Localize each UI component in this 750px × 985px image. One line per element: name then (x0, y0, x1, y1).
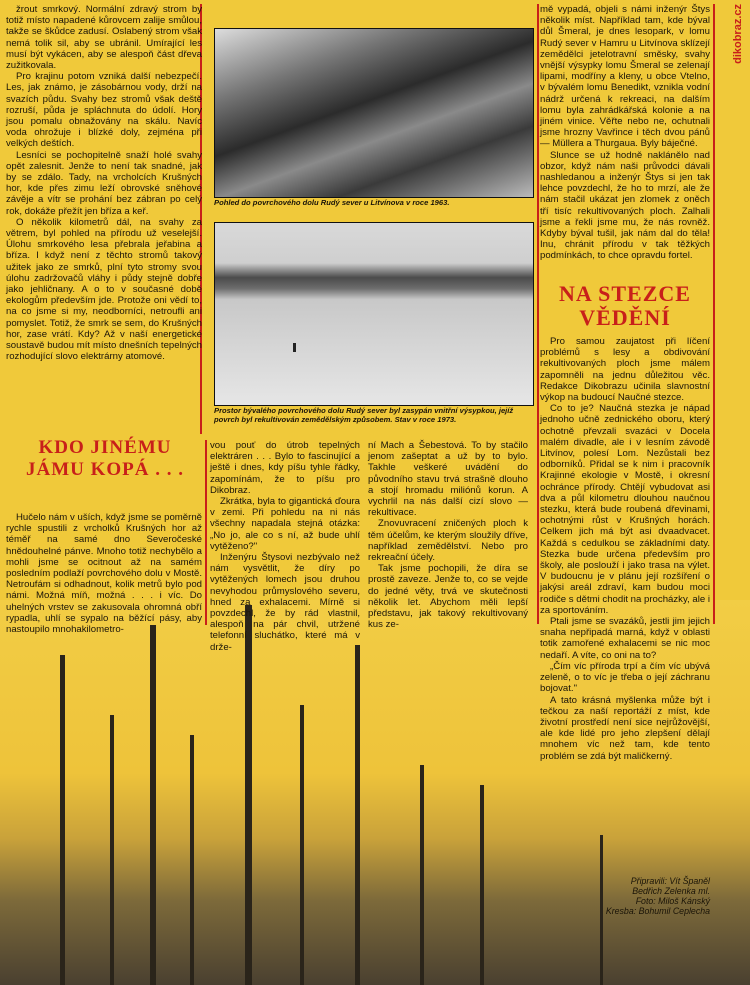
article-credits (540, 876, 710, 916)
paragraph: „Čím víc příroda trpí a čím víc ubývá zeleně, o to víc je třeba o její záchranu bojovat." (540, 660, 710, 695)
dead-tree (480, 785, 484, 985)
dead-tree (300, 705, 304, 985)
paragraph: mě vypadá, objeli s námi inženýr Štys několik míst. Například tam, kde býval důl Šmeral, je dnes lesopark, v lomu Rudý sever v Hamru u Litvínova sklízejí zemědělci jetelotravní směsky, svahy vnější výsypky lomu Šmeral se zelenají lipami, modříny a kleny, u obce Vtelno, v bývalém lomu Benedikt, vznikla vodní nádrž určená k rekreaci, na dalším lomu byla zahrádkářská kolonie a na jiném vinice. Věřte nebo ne, ochutnali jsme hrozny Vavřince i těch dvou pánů — Müllera a Thurgaua. Byly báječné. (540, 4, 710, 150)
article-column-1b (6, 512, 202, 635)
article-column-1 (6, 4, 202, 363)
paragraph: Znovuvracení zničených ploch k těm účelům, ke kterým sloužily dříve, například zemědělství. Nebo pro rekreační účely. (368, 518, 528, 564)
paragraph: Slunce se už hodně naklánělo nad obzor, když nám naši průvodci dávali nashledanou a inženýr Štys si jen tak lehce povzdechl, že ho to mrzí, ale že nám stačil ukázat jen zlomek z oněch tří tisíc rekultivovaných ploch. Zalhali jsme a řekli jsme mu, že nás rovněž. Kdyby býval tušil, jak nám dal do těla! Inu, chránit přírodu v tak těžkých podmínkách, to chce opravdu fortel. (540, 149, 710, 262)
paragraph: Zkrátka, byla to gigantická ďoura v zemi. Při pohledu na ni nás všechny napadala stejná otázka: „No jo, ale co s ní, až bude uhlí vytěženo?" (210, 496, 360, 552)
reclaimed-field-photo-1973 (214, 222, 534, 406)
credit-line: Foto: Miloš Kánský (635, 896, 710, 906)
dead-tree (110, 715, 114, 985)
credit-line: Kresba: Bohumil Ceplecha (605, 906, 710, 916)
paragraph: vou pouť do útrob tepelných elektráren . . . Bylo to fascinující a ještě i dnes, kdy píšu tyhle řádky, zapomínám, že to píšu pro Dikobraz. (210, 440, 360, 496)
paragraph: Pro samou zaujatost při líčení problémů s lesy a obdivování rekultivovaných ploch jsme málem zapomněli na jednu důležitou věc. Redakce Dikobrazu učinila slavnostní výkop na budoucí Naučné stezce. (540, 336, 710, 404)
article-column-3 (368, 440, 528, 630)
paragraph: Inženýru Štysovi nezbývalo než nám vysvětlit, že díry po vytěžených lomech jsou druhou nevyhodou průmyslového severu, hned za exhalacemi. Mírně si povzdechl, že by rád vlastnil, alespoň na pár chvil, utržené telefonní sluchátko, které má v drže- (210, 552, 360, 653)
dead-tree (355, 645, 360, 985)
dead-tree (60, 655, 65, 985)
article-column-4 (540, 4, 710, 262)
person-figure (293, 343, 296, 352)
paragraph: ní Mach a Šebestová. To by stačilo jenom zašeptat a už by to bylo. Takhle veškeré uvádění do původního stavu trvá strašně dlouho a stojí hromadu miliónů korun. A vychrlil na nás další cizí slovo — rekultivace. (368, 440, 528, 519)
watermark: dikobraz.cz (732, 4, 744, 64)
red-rule (537, 4, 539, 624)
paragraph: Pro krajinu potom vzniká další nebezpečí. Les, jak známo, je zásobárnou vody, drží na svazích půdu. Svahy bez stromů však deště rozruší, půda je spláchnuta do údolí. Hory jsou pomalu obnažovány na skálu. Navíc voda ohrožuje i blízké doly, zejména při velkých deštích. (6, 71, 202, 150)
paragraph: Co to je? Naučná stezka je nápad jednoho učně zednického oboru, který ochotně převzali svazáci v Docela malém divadle, ale i v lesním závodě Litvínov, polesí Lom. Nezůstali bez odborníků. Přidal se k nim i pracovník Krajinné ekologie v Mostě, i okresní ochránce přírody. Chtějí vybudovat asi dva a půl kilometru dlouhou naučnou stezku, která bude roubená dřevinami, ochotnými růst v Krušných horách. Celkem jich má být asi dvaadvacet. Každá s cedulkou se základními daty. Stezka bude určena především pro školy, ale poslouží i jako trasa na výlet. V budoucnu je v plánu její rozšíření o jakýsi areál zdraví, kam budou moci rodiče s dětmi chodit na procházky, ale i za sportováním. (540, 403, 710, 616)
dead-tree (420, 765, 424, 985)
photo-caption: Prostor bývalého povrchového dolu Rudý sever byl zasypán vnitřní výsypkou, jejíž povrch byl rekultivován zemědělským způsobem. Stav v roce 1973. (214, 406, 514, 424)
paragraph: Hučelo nám v uších, když jsme se poměrně rychle spustili z vrcholků Krušných hor až téměř na samé dno Severočeské hnědouhelné pánve. Mnoho totiž nechybělo a mohli jsme se ocitnout až na samém posledním podlaží povrchového dolu v Mostě. Netroufám si odhadnout, kolik metrů bylo pod námi. Možná míň, možná . . . i víc. Do uhelných vrstev se zakusovala ohromná obří rypadla, uhlí se sypalo na běžící pásy, aby nastoupilo mnohakilometro- (6, 512, 202, 636)
credit-line: Bedřich Zelenka ml. (632, 886, 710, 896)
paragraph: A tato krásná myšlenka může být i tečkou za naší reportáží z míst, kde životní prostředí není sice nejrůžovější, ale kde lidé pro jeho zlepšení dělají mnohem víc než tam, kde tento problém se zdá být maličkerný. (540, 694, 710, 762)
paragraph: Tak jsme pochopili, že díra se prostě zaveze. Jenže to, co se vejde do jedné věty, trvá ve skutečnosti několik let. Abychom měli lepší představu, jak takový rekultivovaný kus ze- (368, 563, 528, 631)
mine-photo-1963 (214, 28, 534, 198)
photo-caption: Pohled do povrchového dolu Rudý sever u Litvínova v roce 1963. (214, 198, 450, 207)
red-rule (713, 4, 715, 624)
paragraph: žrout smrkový. Normální zdravý strom by totiž místo napadené kůrovcem zalije smůlou, takže se škůdce zadusí. Oslabený strom však nemá tolik sil, aby se ubránil. Umírající les musí být vykácen, aby se alespoň část dřeva zužitkovala. (6, 4, 202, 72)
dead-tree (150, 625, 156, 985)
article-column-2 (210, 440, 360, 653)
paragraph: Lesníci se pochopitelně snaží holé svahy opět zalesnit. Jenže to není tak snadné, jak by se zdálo. Tady, na vrcholcích Krušných hor, kde přes zimu leží obrovské sněhové závěje a vítr se prohání bez zábran po celý rok, dokáže přežít jen bříza a keř. (6, 149, 202, 217)
section-headline: KDO JINÉMU JÁMU KOPÁ . . . (25, 437, 184, 480)
paragraph: Ptali jsme se svazáků, jestli jim jejich snaha nepřipadá marná, když v oblasti totik zamořené exhalacemi se nic moc nedaří. A víte, co oni na to? (540, 616, 710, 661)
article-column-4b (540, 336, 710, 762)
section-headline: NA STEZCE VĚDĚNÍ (559, 281, 691, 330)
paragraph: O několik kilometrů dál, na svahy za větrem, byl pohled na přírodu už veselejší. Úlohu smrkového lesa přebrala jeřabina a bříza. I když není z těchto stromů takový užitek jako ze smrků, plní tyto stromy svou úlohu zadržovačů vláhy i půdy stejně dobře jako jehličnany. A o to v současné době ekologům především jde. Protože oni vědí to, na co jsme si my, neodborníci, netroufli ani pomyslet. Totiž, že smrk se sem, do Krušných hor, zase vrátí. Kdy? Až v naší energetické soustavě budou mít místo dnešních tepelných rozhodující slovo elektrárny atomové. (6, 216, 202, 363)
dead-tree (190, 735, 194, 985)
red-rule (205, 440, 207, 625)
dead-tree (245, 605, 252, 985)
credit-line: Připravili: Vít Španěl (630, 876, 710, 886)
